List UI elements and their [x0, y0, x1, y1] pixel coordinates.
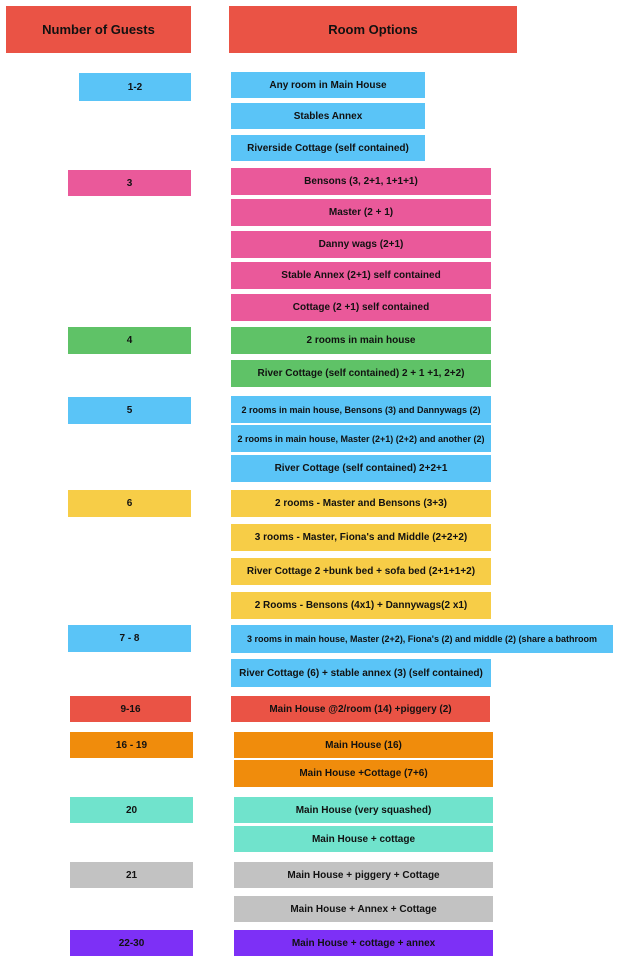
room-option: 2 rooms in main house, Master (2+1) (2+2) and another (2): [231, 425, 491, 452]
guests-label-5: 5: [68, 397, 191, 424]
room-option: Danny wags (2+1): [231, 231, 491, 258]
room-option: Main House (16): [234, 732, 493, 758]
guests-label-4: 4: [68, 327, 191, 354]
guests-label-9-16: 9-16: [70, 696, 191, 722]
room-option: Cottage (2 +1) self contained: [231, 294, 491, 321]
guests-header: Number of Guests: [6, 6, 191, 53]
room-option: 3 rooms in main house, Master (2+2), Fiona's (2) and middle (2) (share a bathroom: [231, 625, 613, 653]
room-option: Main House + cottage + annex: [234, 930, 493, 956]
room-option: 2 Rooms - Bensons (4x1) + Dannywags(2 x1): [231, 592, 491, 619]
room-option: 3 rooms - Master, Fiona's and Middle (2+2+2): [231, 524, 491, 551]
room-option: 2 rooms in main house: [231, 327, 491, 354]
room-option: River Cottage (self contained) 2+2+1: [231, 455, 491, 482]
room-option: Main House + piggery + Cottage: [234, 862, 493, 888]
guests-label-16-19: 16 - 19: [70, 732, 193, 758]
room-option: River Cottage (6) + stable annex (3) (self contained): [231, 659, 491, 687]
room-option: Main House +Cottage (7+6): [234, 760, 493, 787]
guests-label-6: 6: [68, 490, 191, 517]
guests-label-21: 21: [70, 862, 193, 888]
rooms-header: Room Options: [229, 6, 517, 53]
room-option: Main House (very squashed): [234, 797, 493, 823]
room-option: Main House @2/room (14) +piggery (2): [231, 696, 490, 722]
room-option: Main House + Annex + Cottage: [234, 896, 493, 922]
room-option: 2 rooms in main house, Bensons (3) and Dannywags (2): [231, 396, 491, 423]
room-option: Master (2 + 1): [231, 199, 491, 226]
guests-label-3: 3: [68, 170, 191, 196]
room-option: Bensons (3, 2+1, 1+1+1): [231, 168, 491, 195]
guests-label-22-30: 22-30: [70, 930, 193, 956]
room-option: 2 rooms - Master and Bensons (3+3): [231, 490, 491, 517]
room-option: Stable Annex (2+1) self contained: [231, 262, 491, 289]
room-option: Riverside Cottage (self contained): [231, 135, 425, 161]
guests-label-20: 20: [70, 797, 193, 823]
room-option: Any room in Main House: [231, 72, 425, 98]
guests-label-1-2: 1-2: [79, 73, 191, 101]
room-option: River Cottage 2 +bunk bed + sofa bed (2+1+1+2): [231, 558, 491, 585]
room-option: Main House + cottage: [234, 826, 493, 852]
guests-label-7-8: 7 - 8: [68, 625, 191, 652]
room-option: River Cottage (self contained) 2 + 1 +1, 2+2): [231, 360, 491, 387]
room-option: Stables Annex: [231, 103, 425, 129]
